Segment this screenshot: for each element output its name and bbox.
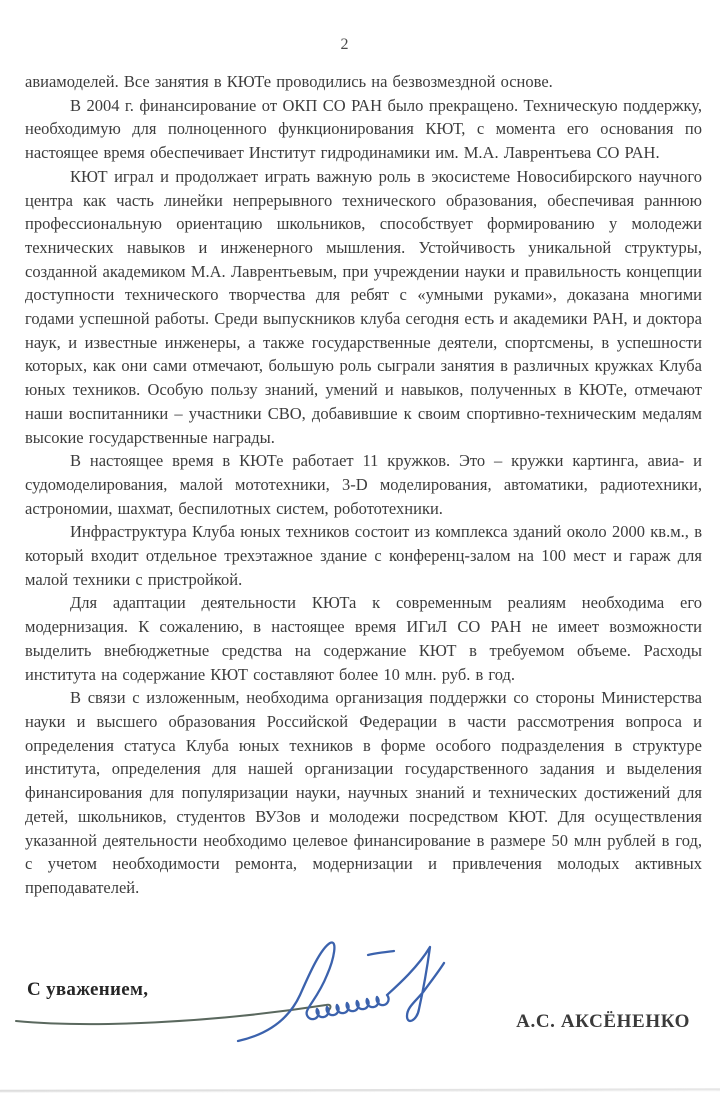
paragraph: В связи с изложенным, необходима организация поддержки со стороны Министерства науки и высшего образования Российской Федерации в части рассмотрения вопроса и определения статуса Клуба юных техников в форме особого подразделения в структуре института, определения для нашей организации государственного задания и выделения финансирования для популяризации науки, научных знаний и технических достижений для детей, школьников, студентов ВУЗов и молодежи посредством КЮТ. Для осуществления указанной деятельности необходимо целевое финансирование в размере 50 млн рублей в год, с учетом необходимости ремонта, модернизации и привлечения молодых активных преподавателей. (25, 688, 702, 897)
salutation: С уважением, (27, 979, 149, 1000)
paragraph: КЮТ играл и продолжает играть важную роль в экосистеме Новосибирского научного центра как часть линейки непрерывного технического образования, обеспечивая раннюю профессиональную ориентацию школьников, способствует формированию у молодежи технических навыков и инженерного мышления. Устойчивость уникальной структуры, созданной академиком М.А. Лаврентьевым, при учреждении науки и правильность концепции доступности технического творчества для ребят с «умными руками», доказана многими годами успешной работы. Среди выпускников клуба сегодня есть и академики РАН, и доктора наук, и известные инженеры, а также государственные деятели, спортсмены, в успешности которых, как они сами отмечают, большую роль сыграли занятия в различных кружках Клуба юных техников. Особую пользу знаний, умений и навыков, полученных в КЮТе, отмечают наши воспитанники – участники СВО, добавившие к своим спортивно-техническим медалям высокие государственные награды. (25, 166, 702, 447)
paragraph: Инфраструктура Клуба юных техников состоит из комплекса зданий около 2000 кв.м., в который входит отдельное трехэтажное здание с конференц-залом на 100 мест и гараж для малой техники с пристройкой. (25, 522, 702, 589)
signatory-name: А.С. АКСЁНЕНКО (516, 1011, 690, 1032)
paragraph: авиамоделей. Все занятия в КЮТе проводились на безвозмездной основе. (25, 72, 553, 91)
signature-icon (220, 933, 470, 1053)
paragraph: Для адаптации деятельности КЮТа к современным реалиям необходима его модернизация. К сожалению, в настоящее время ИГиЛ СО РАН не имеет возможности выделить внебюджетные средства на содержание КЮТ в требуемом объеме. Расходы института на содержание КЮТ составляют более 10 млн. руб. в год. (25, 593, 702, 684)
page-number: 2 (340, 36, 350, 53)
paragraph: В настоящее время в КЮТе работает 11 кружков. Это – кружки картинга, авиа- и судомоделирования, малой мототехники, 3-D моделирования, автоматики, радиотехники, астрономии, шахмат, беспилотных систем, робототехники. (25, 451, 702, 518)
paragraph: В 2004 г. финансирование от ОКП СО РАН было прекращено. Техническую поддержку, необходимую для полноценного функционирования КЮТ, с момента его основания по настоящее время обеспечивает Институт гидродинамики им. М.А. Лаврентьева СО РАН. (25, 95, 702, 163)
letter-body (25, 70, 702, 900)
scan-edge-line (0, 1088, 720, 1091)
